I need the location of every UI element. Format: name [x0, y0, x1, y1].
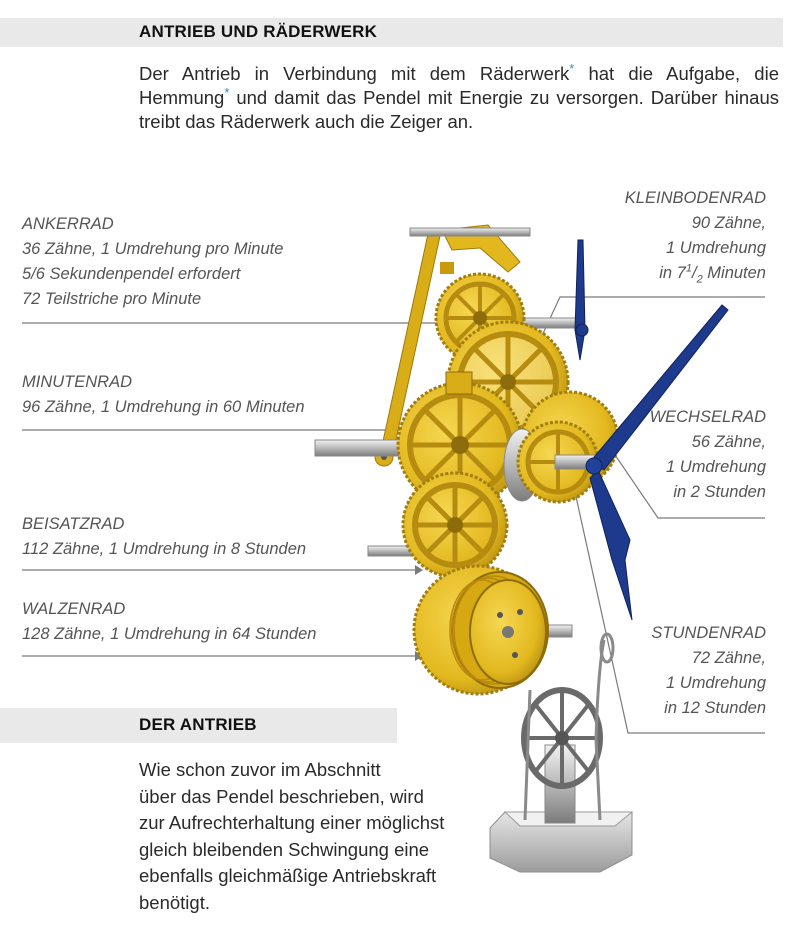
section-heading: DER ANTRIEB — [139, 715, 257, 734]
intro-text-1: Der Antrieb in Verbindung mit dem Räderwerk — [139, 63, 570, 84]
label-ankerrad-line: 72 Teilstriche pro Minute — [22, 290, 202, 308]
arbor-top — [410, 228, 530, 236]
label-wechselrad — [650, 405, 766, 505]
footnote-asterisk: * — [224, 84, 230, 100]
label-wechselrad-line: in 2 Stunden — [673, 483, 766, 501]
label-beisatzrad-title: BEISATZRAD — [22, 515, 125, 533]
footnote-asterisk: * — [569, 60, 575, 76]
gear-beisatzrad — [403, 473, 507, 577]
paragraph-line: zur Aufrechterhaltung einer möglichst — [139, 812, 445, 833]
label-walzenrad — [22, 597, 316, 647]
label-kleinbodenrad-title: KLEINBODENRAD — [624, 189, 766, 207]
label-wechselrad-line: 56 Zähne, — [691, 433, 766, 451]
gear-walzenrad — [414, 566, 548, 694]
label-kleinbodenrad-line: 90 Zähne, — [691, 214, 766, 232]
section-heading: ANTRIEB UND RÄDERWERK — [139, 22, 378, 41]
label-kleinbodenrad-line: 1 Umdrehung — [666, 239, 766, 257]
hour-hand — [590, 470, 632, 620]
label-minutenrad-title: MINUTENRAD — [22, 373, 132, 391]
label-kleinbodenrad-line — [625, 261, 766, 286]
paragraph-line: benötigt. — [139, 891, 210, 913]
label-kleinbodenrad — [625, 186, 766, 286]
label-ankerrad-line: 5/6 Sekundenpendel erfordert — [22, 265, 241, 283]
fraction-slash: / — [691, 264, 697, 282]
seconds-hand-hub — [576, 324, 588, 336]
label-minutenrad-line: 96 Zähne, 1 Umdrehung in 60 Minuten — [22, 398, 305, 416]
label-ankerrad — [22, 212, 283, 312]
fraction-numerator: 1 — [685, 262, 692, 275]
label-ankerrad-line: 36 Zähne, 1 Umdrehung pro Minute — [22, 240, 284, 258]
paragraph-line: ebenfalls gleichmäßige Antriebskraft — [139, 865, 437, 886]
intro-text-2: hat die Aufgabe, die Hemmung — [139, 63, 779, 108]
label-stundenrad-line: in 12 Stunden — [664, 699, 766, 717]
label-kleinbodenrad-suffix: Minuten — [702, 264, 766, 282]
drive-paragraph — [139, 757, 469, 916]
label-walzenrad-title: WALZENRAD — [22, 600, 126, 618]
label-stundenrad-line: 72 Zähne, — [691, 649, 766, 667]
label-stundenrad-line: 1 Umdrehung — [666, 674, 766, 692]
label-walzenrad-line: 128 Zähne, 1 Umdrehung in 64 Stunden — [22, 625, 317, 643]
label-ankerrad-title: ANKERRAD — [22, 215, 114, 233]
label-wechselrad-line: 1 Umdrehung — [666, 458, 766, 476]
intro-text-3: und damit das Pendel mit Energie zu versorgen. Darüber hinaus treibt das Räderwerk auch die Zeiger an. — [139, 87, 779, 132]
seconds-hand — [575, 240, 585, 360]
label-wechselrad-title: WECHSELRAD — [649, 408, 766, 426]
label-beisatzrad-line: 112 Zähne, 1 Umdrehung in 8 Stunden — [22, 540, 307, 558]
paragraph-line: Wie schon zuvor im Abschnitt — [139, 759, 381, 780]
paragraph-line: über das Pendel beschrieben, wird — [139, 785, 424, 807]
fraction-denominator: 2 — [696, 273, 703, 286]
label-minutenrad — [22, 370, 305, 420]
label-stundenrad — [651, 621, 766, 721]
label-kleinbodenrad-prefix: in 7 — [659, 264, 686, 282]
hands-hub — [586, 458, 602, 474]
label-beisatzrad — [22, 512, 306, 562]
label-stundenrad-title: STUNDENRAD — [651, 624, 766, 642]
paragraph-line: gleich bleibenden Schwingung eine — [139, 838, 430, 860]
